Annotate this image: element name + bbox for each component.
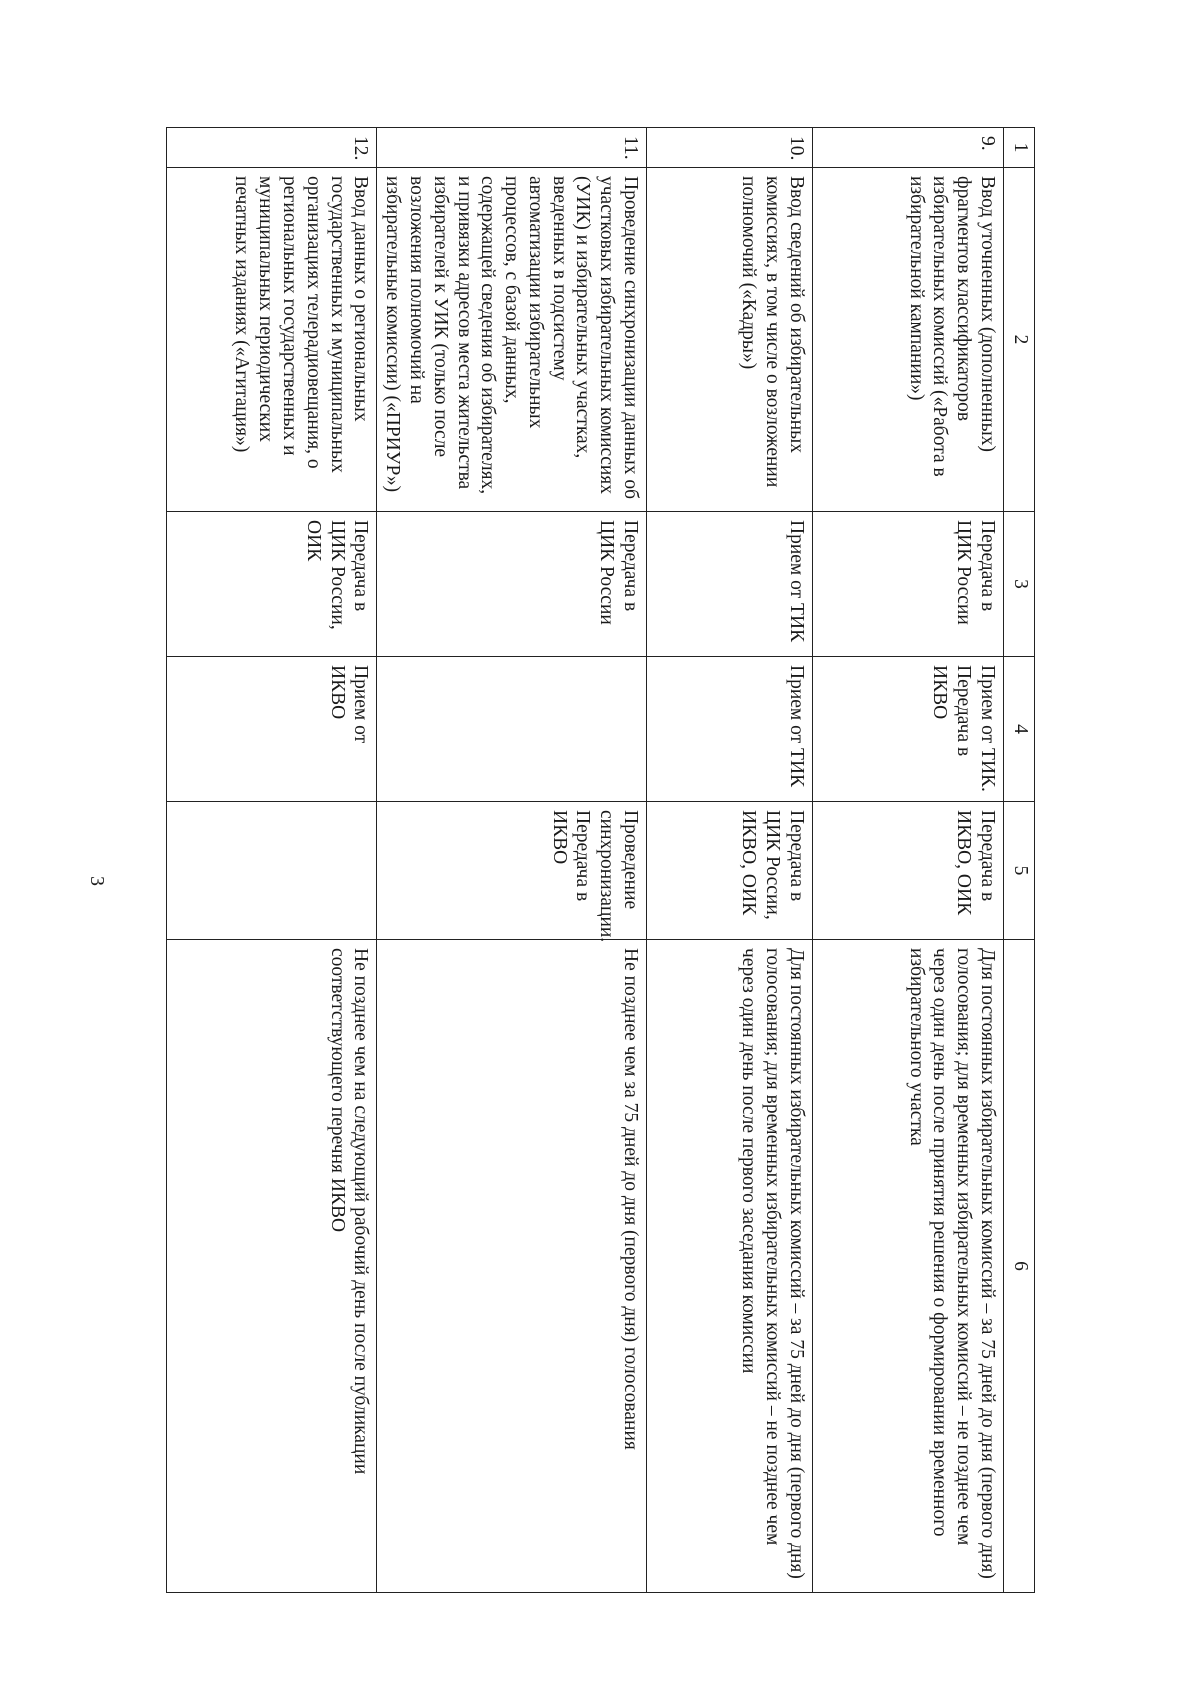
- deadline-cell: Для постоянных избирательных комиссий – за 75 дней до дня (первого дня) голосования; для временных избирательных комиссий – не позднее чем через один день после принятия решения о формировании временного избирательного участка: [813, 940, 1004, 1593]
- header-cell: 3: [1004, 512, 1035, 657]
- header-cell: 2: [1004, 168, 1035, 512]
- deadline-cell: Не позднее чем на следующий рабочий день после публикации соответствующего перечня ИКВО: [167, 940, 377, 1593]
- cell-col4: Прием от ТИК. Передача в ИКВО: [813, 657, 1004, 802]
- cell-col3: Прием от ТИК: [647, 512, 813, 657]
- header-row: [1004, 128, 1035, 1593]
- header-cell: 4: [1004, 657, 1035, 802]
- schedule-table: [166, 127, 1035, 1593]
- action-cell: Ввод данных о региональных государственных и муниципальных организациях телерадиовещания, о региональных государственных и муниципальных периодических печатных изданиях («Агитация»): [167, 168, 377, 512]
- cell-col3: Передача в ЦИК России: [813, 512, 1004, 657]
- row-number: 10.: [647, 128, 813, 168]
- row-number: 11.: [377, 128, 647, 168]
- header-cell: 5: [1004, 802, 1035, 940]
- cell-col5: Передача в ЦИК России, ИКВО, ОИК: [647, 802, 813, 940]
- row-number: 12.: [167, 128, 377, 168]
- cell-col5: Передача в ИКВО, ОИК: [813, 802, 1004, 940]
- cell-col4: Прием от ТИК: [647, 657, 813, 802]
- header-cell: 6: [1004, 940, 1035, 1593]
- action-cell: Ввод уточненных (дополненных) фрагментов классификаторов избирательных комиссий («Работа в избирательной кампании»): [813, 168, 1004, 512]
- table-row: [167, 128, 377, 1593]
- page-number: 3: [86, 876, 109, 886]
- deadline-cell: Не позднее чем за 75 дней до дня (первого дня) голосования: [377, 940, 647, 1593]
- deadline-cell: Для постоянных избирательных комиссий – за 75 дней до дня (первого дня) голосования; для временных избирательных комиссий – не позднее чем через один день после первого заседания комиссии: [647, 940, 813, 1593]
- header-cell: 1: [1004, 128, 1035, 168]
- cell-col5: [167, 802, 377, 940]
- table-row: [813, 128, 1004, 1593]
- table-row: [647, 128, 813, 1593]
- cell-col5: Проведение синхронизации. Передача в ИКВО: [377, 802, 647, 940]
- cell-col3: Передача в ЦИК России, ОИК: [167, 512, 377, 657]
- cell-col4: Прием от ИКВО: [167, 657, 377, 802]
- action-cell: Проведение синхронизации данных об участковых избирательных комиссиях (УИК) и избирательных участках, введенных в подсистему автоматизации избирательных процессов, с базой данных, содержащей сведения об избирателях, и привязки адресов места жительства избирателей к УИК (только после возложения полномочий на избирательные комиссии) («ПРИУР»): [377, 168, 647, 512]
- cell-col4: [377, 657, 647, 802]
- row-number: 9.: [813, 128, 1004, 168]
- action-cell: Ввод сведений об избирательных комиссиях, в том числе о возложении полномочий («Кадры»): [647, 168, 813, 512]
- table-row: [377, 128, 647, 1593]
- rotated-table-container: [172, 127, 1035, 1592]
- cell-col3: Передача в ЦИК России: [377, 512, 647, 657]
